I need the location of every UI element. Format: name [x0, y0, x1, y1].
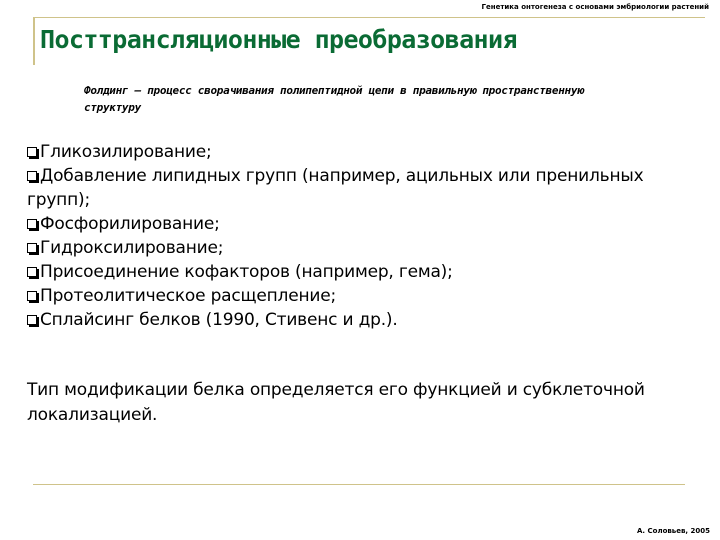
- checkbox-bullet-icon: [27, 267, 37, 277]
- list-item-text: Гидроксилирование;: [40, 238, 224, 258]
- checkbox-bullet-icon: [27, 315, 37, 325]
- list-item: [27, 212, 667, 236]
- header-note: Генетика онтогенеза с основами эмбриологии растений: [481, 3, 709, 11]
- list-item: [27, 140, 667, 164]
- list-item-text: Фосфорилирование;: [40, 214, 220, 234]
- list-item-text: Протеолитическое расщепление;: [40, 286, 336, 306]
- footer-note: А. Соловьев, 2005: [636, 527, 710, 535]
- list-item-text: Добавление липидных групп (например, ацильных или пренильных групп);: [27, 166, 644, 210]
- title-frame-left-rule: [33, 17, 35, 65]
- title-frame-top-rule: [33, 17, 705, 18]
- conclusion-text: Тип модификации белка определяется его функцией и субклеточной локализацией.: [27, 380, 645, 425]
- checkbox-bullet-icon: [27, 171, 37, 181]
- checkbox-bullet-icon: [27, 243, 37, 253]
- list-item-text: Сплайсинг белков (1990, Стивенс и др.).: [40, 310, 398, 330]
- checkbox-bullet-icon: [27, 219, 37, 229]
- footer-divider: [33, 484, 685, 485]
- checkbox-bullet-icon: [27, 291, 37, 301]
- modification-list: [27, 140, 667, 332]
- list-item: [27, 236, 667, 260]
- list-item: [27, 164, 667, 212]
- folding-definition: Фолдинг – процесс сворачивания полипептидной цепи в правильную пространственную структуру: [84, 84, 584, 114]
- list-item: [27, 308, 667, 332]
- list-item-text: Гликозилирование;: [40, 142, 212, 162]
- slide-title: Посттрансляционные преобразования: [40, 25, 517, 54]
- list-item: [27, 284, 667, 308]
- list-item-text: Присоединение кофакторов (например, гема);: [40, 262, 453, 282]
- checkbox-bullet-icon: [27, 147, 37, 157]
- list-item: [27, 260, 667, 284]
